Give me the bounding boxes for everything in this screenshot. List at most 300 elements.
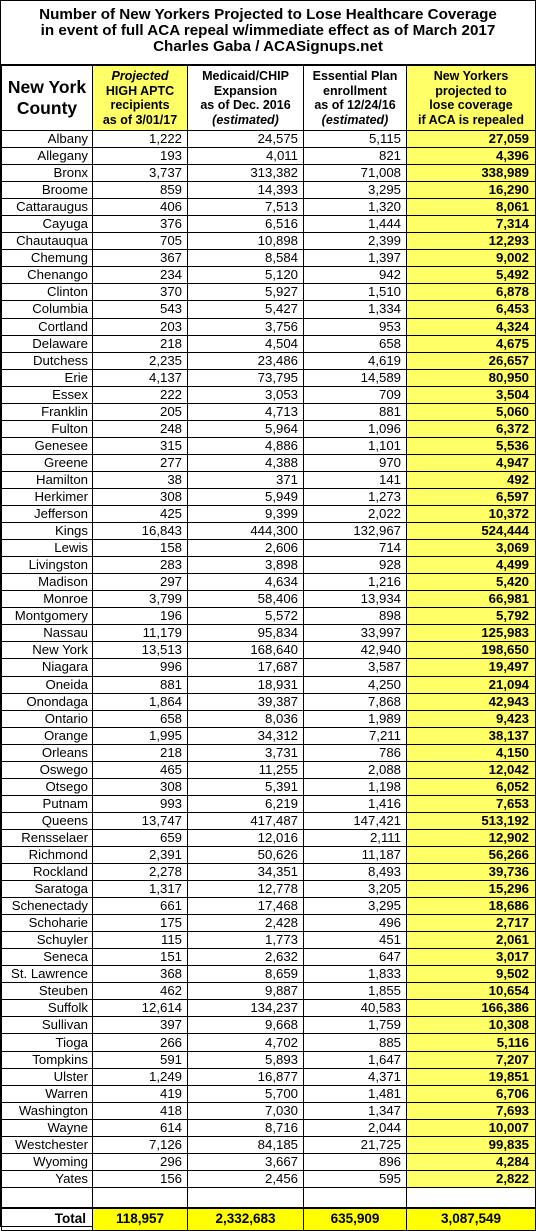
- essential-plan-cell: 896: [304, 1153, 407, 1170]
- lose-coverage-cell: 10,372: [407, 506, 536, 523]
- county-cell: Jefferson: [2, 506, 93, 523]
- essential-plan-cell: 953: [304, 318, 407, 335]
- medicaid-cell: 5,391: [188, 778, 304, 795]
- county-cell: Columbia: [2, 301, 93, 318]
- lose-coverage-cell: 198,650: [407, 642, 536, 659]
- essential-plan-cell: 1,198: [304, 778, 407, 795]
- aptc-cell: 705: [93, 233, 188, 250]
- aptc-cell: 367: [93, 250, 188, 267]
- essential-plan-cell: 928: [304, 557, 407, 574]
- county-cell: Lewis: [2, 540, 93, 557]
- spacer-row: [2, 1187, 536, 1208]
- county-cell: Ulster: [2, 1068, 93, 1085]
- county-cell: Schuyler: [2, 932, 93, 949]
- medicaid-cell: 5,964: [188, 420, 304, 437]
- essential-plan-cell: 13,934: [304, 591, 407, 608]
- county-cell: Broome: [2, 182, 93, 199]
- essential-plan-cell: 1,273: [304, 488, 407, 505]
- table-row: [2, 676, 536, 693]
- aptc-cell: 859: [93, 182, 188, 199]
- aptc-cell: 659: [93, 829, 188, 846]
- county-cell: Suffolk: [2, 1000, 93, 1017]
- lose-coverage-cell: 6,052: [407, 778, 536, 795]
- aptc-cell: 266: [93, 1034, 188, 1051]
- county-cell: Cattaraugus: [2, 199, 93, 216]
- lose-coverage-cell: 6,706: [407, 1085, 536, 1102]
- county-cell: Madison: [2, 574, 93, 591]
- essential-plan-cell: 3,295: [304, 898, 407, 915]
- essential-plan-cell: 1,481: [304, 1085, 407, 1102]
- lose-coverage-cell: 16,290: [407, 182, 536, 199]
- essential-plan-cell: 11,187: [304, 846, 407, 863]
- lose-coverage-cell: 99,835: [407, 1136, 536, 1153]
- lose-coverage-cell: 7,653: [407, 795, 536, 812]
- lose-coverage-cell: 10,308: [407, 1017, 536, 1034]
- county-cell: Niagara: [2, 659, 93, 676]
- lose-coverage-cell: 21,094: [407, 676, 536, 693]
- medicaid-cell: 1,773: [188, 932, 304, 949]
- essential-plan-cell: 1,647: [304, 1051, 407, 1068]
- medicaid-cell: 4,504: [188, 335, 304, 352]
- essential-plan-cell: 2,111: [304, 829, 407, 846]
- lose-coverage-cell: 4,499: [407, 557, 536, 574]
- aptc-cell: 277: [93, 454, 188, 471]
- table-body: [2, 131, 536, 1188]
- aptc-cell: 234: [93, 267, 188, 284]
- aptc-cell: 543: [93, 301, 188, 318]
- header-medicaid: Medicaid/CHIP Expansion as of Dec. 2016 (estimated): [188, 66, 304, 131]
- lose-coverage-cell: 5,060: [407, 403, 536, 420]
- table-row: [2, 966, 536, 983]
- aptc-cell: 38: [93, 471, 188, 488]
- medicaid-cell: 12,778: [188, 881, 304, 898]
- lose-coverage-cell: 6,372: [407, 420, 536, 437]
- essential-plan-cell: 709: [304, 386, 407, 403]
- lose-coverage-cell: 4,396: [407, 148, 536, 165]
- medicaid-cell: 8,584: [188, 250, 304, 267]
- medicaid-cell: 3,756: [188, 318, 304, 335]
- county-cell: Warren: [2, 1085, 93, 1102]
- essential-plan-cell: 8,493: [304, 864, 407, 881]
- lose-coverage-cell: 12,902: [407, 829, 536, 846]
- table-row: [2, 898, 536, 915]
- medicaid-cell: 371: [188, 471, 304, 488]
- county-cell: Nassau: [2, 625, 93, 642]
- lose-coverage-cell: 66,981: [407, 591, 536, 608]
- table-row: [2, 693, 536, 710]
- essential-plan-cell: 2,022: [304, 506, 407, 523]
- county-cell: Bronx: [2, 165, 93, 182]
- medicaid-cell: 5,427: [188, 301, 304, 318]
- lose-coverage-cell: 6,597: [407, 488, 536, 505]
- county-cell: Allegany: [2, 148, 93, 165]
- aptc-cell: 308: [93, 488, 188, 505]
- table-row: [2, 420, 536, 437]
- aptc-cell: 7,126: [93, 1136, 188, 1153]
- essential-plan-cell: 2,399: [304, 233, 407, 250]
- table-row: [2, 659, 536, 676]
- total-lose-coverage: 3,087,549: [407, 1208, 536, 1231]
- medicaid-cell: 17,687: [188, 659, 304, 676]
- essential-plan-cell: 3,205: [304, 881, 407, 898]
- table-row: [2, 915, 536, 932]
- essential-plan-cell: 4,371: [304, 1068, 407, 1085]
- table-row: [2, 506, 536, 523]
- medicaid-cell: 2,632: [188, 949, 304, 966]
- county-cell: Tompkins: [2, 1051, 93, 1068]
- aptc-cell: 614: [93, 1119, 188, 1136]
- header-county: New York County: [2, 66, 93, 131]
- aptc-cell: 1,249: [93, 1068, 188, 1085]
- medicaid-cell: 7,513: [188, 199, 304, 216]
- aptc-cell: 175: [93, 915, 188, 932]
- essential-plan-cell: 1,320: [304, 199, 407, 216]
- lose-coverage-cell: 9,502: [407, 966, 536, 983]
- essential-plan-cell: 5,115: [304, 131, 407, 148]
- medicaid-cell: 7,030: [188, 1102, 304, 1119]
- aptc-cell: 2,235: [93, 352, 188, 369]
- header-aptc: Projected HIGH APTC recipients as of 3/01/17: [93, 66, 188, 131]
- aptc-cell: 308: [93, 778, 188, 795]
- aptc-cell: 658: [93, 710, 188, 727]
- table-row: [2, 949, 536, 966]
- table-row: [2, 1153, 536, 1170]
- essential-plan-cell: 2,088: [304, 761, 407, 778]
- table-row: [2, 881, 536, 898]
- county-cell: Queens: [2, 812, 93, 829]
- medicaid-cell: 24,575: [188, 131, 304, 148]
- medicaid-cell: 23,486: [188, 352, 304, 369]
- essential-plan-cell: 71,008: [304, 165, 407, 182]
- table-row: [2, 301, 536, 318]
- table-row: [2, 1119, 536, 1136]
- medicaid-cell: 50,626: [188, 846, 304, 863]
- essential-plan-cell: 881: [304, 403, 407, 420]
- table-row: [2, 1085, 536, 1102]
- county-cell: Putnam: [2, 795, 93, 812]
- county-cell: Rockland: [2, 864, 93, 881]
- county-cell: Yates: [2, 1170, 93, 1187]
- lose-coverage-cell: 338,989: [407, 165, 536, 182]
- table-row: [2, 369, 536, 386]
- aptc-cell: 419: [93, 1085, 188, 1102]
- essential-plan-cell: 21,725: [304, 1136, 407, 1153]
- lose-coverage-cell: 56,266: [407, 846, 536, 863]
- lose-coverage-cell: 38,137: [407, 727, 536, 744]
- medicaid-cell: 2,428: [188, 915, 304, 932]
- county-table: [1, 65, 536, 1231]
- medicaid-cell: 4,702: [188, 1034, 304, 1051]
- medicaid-cell: 84,185: [188, 1136, 304, 1153]
- county-cell: Westchester: [2, 1136, 93, 1153]
- lose-coverage-cell: 12,042: [407, 761, 536, 778]
- table-row: [2, 761, 536, 778]
- essential-plan-cell: 3,295: [304, 182, 407, 199]
- aptc-cell: 376: [93, 216, 188, 233]
- lose-coverage-cell: 39,736: [407, 864, 536, 881]
- lose-coverage-cell: 3,017: [407, 949, 536, 966]
- lose-coverage-cell: 125,983: [407, 625, 536, 642]
- aptc-cell: 248: [93, 420, 188, 437]
- table-row: [2, 284, 536, 301]
- medicaid-cell: 12,016: [188, 829, 304, 846]
- aptc-cell: 12,614: [93, 1000, 188, 1017]
- medicaid-cell: 9,399: [188, 506, 304, 523]
- essential-plan-cell: 2,044: [304, 1119, 407, 1136]
- table-row: [2, 335, 536, 352]
- medicaid-cell: 3,667: [188, 1153, 304, 1170]
- medicaid-cell: 9,887: [188, 983, 304, 1000]
- county-cell: Albany: [2, 131, 93, 148]
- total-aptc: 118,957: [93, 1208, 188, 1231]
- medicaid-cell: 16,877: [188, 1068, 304, 1085]
- medicaid-cell: 444,300: [188, 523, 304, 540]
- lose-coverage-cell: 19,851: [407, 1068, 536, 1085]
- header-essential-plan: Essential Plan enrollment as of 12/24/16 (estimated): [304, 66, 407, 131]
- table-row: [2, 795, 536, 812]
- lose-coverage-cell: 15,296: [407, 881, 536, 898]
- essential-plan-cell: 1,216: [304, 574, 407, 591]
- essential-plan-cell: 1,101: [304, 437, 407, 454]
- lose-coverage-cell: 9,002: [407, 250, 536, 267]
- medicaid-cell: 39,387: [188, 693, 304, 710]
- lose-coverage-cell: 4,324: [407, 318, 536, 335]
- aptc-cell: 1,995: [93, 727, 188, 744]
- county-cell: Schoharie: [2, 915, 93, 932]
- aptc-cell: 222: [93, 386, 188, 403]
- aptc-cell: 1,317: [93, 881, 188, 898]
- medicaid-cell: 73,795: [188, 369, 304, 386]
- table-row: [2, 608, 536, 625]
- medicaid-cell: 9,668: [188, 1017, 304, 1034]
- lose-coverage-cell: 12,293: [407, 233, 536, 250]
- county-cell: Erie: [2, 369, 93, 386]
- county-cell: Hamilton: [2, 471, 93, 488]
- essential-plan-cell: 42,940: [304, 642, 407, 659]
- medicaid-cell: 95,834: [188, 625, 304, 642]
- county-cell: Wayne: [2, 1119, 93, 1136]
- medicaid-cell: 3,053: [188, 386, 304, 403]
- table-row: [2, 540, 536, 557]
- aptc-cell: 591: [93, 1051, 188, 1068]
- aptc-cell: 1,222: [93, 131, 188, 148]
- lose-coverage-cell: 10,007: [407, 1119, 536, 1136]
- medicaid-cell: 8,659: [188, 966, 304, 983]
- medicaid-cell: 5,927: [188, 284, 304, 301]
- aptc-cell: 881: [93, 676, 188, 693]
- aptc-cell: 13,747: [93, 812, 188, 829]
- table-row: [2, 778, 536, 795]
- county-cell: Orleans: [2, 744, 93, 761]
- table-row: [2, 131, 536, 148]
- aptc-cell: 2,278: [93, 864, 188, 881]
- total-label: Total: [2, 1208, 93, 1231]
- lose-coverage-cell: 4,947: [407, 454, 536, 471]
- aptc-cell: 196: [93, 608, 188, 625]
- table-row: [2, 454, 536, 471]
- medicaid-cell: 4,388: [188, 454, 304, 471]
- lose-coverage-cell: 2,717: [407, 915, 536, 932]
- aptc-cell: 315: [93, 437, 188, 454]
- essential-plan-cell: 496: [304, 915, 407, 932]
- total-medicaid: 2,332,683: [188, 1208, 304, 1231]
- essential-plan-cell: 1,416: [304, 795, 407, 812]
- table-row: [2, 812, 536, 829]
- lose-coverage-cell: 7,207: [407, 1051, 536, 1068]
- table-row: [2, 148, 536, 165]
- essential-plan-cell: 4,619: [304, 352, 407, 369]
- essential-plan-cell: 658: [304, 335, 407, 352]
- county-cell: Franklin: [2, 403, 93, 420]
- table-row: [2, 250, 536, 267]
- medicaid-cell: 14,393: [188, 182, 304, 199]
- county-cell: New York: [2, 642, 93, 659]
- county-cell: St. Lawrence: [2, 966, 93, 983]
- lose-coverage-cell: 2,822: [407, 1170, 536, 1187]
- aptc-cell: 218: [93, 335, 188, 352]
- essential-plan-cell: 141: [304, 471, 407, 488]
- table-row: [2, 386, 536, 403]
- medicaid-cell: 2,456: [188, 1170, 304, 1187]
- county-cell: Cortland: [2, 318, 93, 335]
- table-row: [2, 199, 536, 216]
- aptc-cell: 397: [93, 1017, 188, 1034]
- county-cell: Greene: [2, 454, 93, 471]
- lose-coverage-cell: 4,150: [407, 744, 536, 761]
- lose-coverage-cell: 2,061: [407, 932, 536, 949]
- essential-plan-cell: 647: [304, 949, 407, 966]
- total-row: [2, 1208, 536, 1231]
- medicaid-cell: 58,406: [188, 591, 304, 608]
- medicaid-cell: 18,931: [188, 676, 304, 693]
- aptc-cell: 115: [93, 932, 188, 949]
- aptc-cell: 661: [93, 898, 188, 915]
- aptc-cell: 418: [93, 1102, 188, 1119]
- aptc-cell: 13,513: [93, 642, 188, 659]
- county-cell: Wyoming: [2, 1153, 93, 1170]
- essential-plan-cell: 1,397: [304, 250, 407, 267]
- county-cell: Orange: [2, 727, 93, 744]
- table-row: [2, 165, 536, 182]
- medicaid-cell: 3,731: [188, 744, 304, 761]
- medicaid-cell: 4,011: [188, 148, 304, 165]
- essential-plan-cell: 821: [304, 148, 407, 165]
- essential-plan-cell: 132,967: [304, 523, 407, 540]
- lose-coverage-cell: 8,061: [407, 199, 536, 216]
- essential-plan-cell: 786: [304, 744, 407, 761]
- medicaid-cell: 5,949: [188, 488, 304, 505]
- aptc-cell: 3,737: [93, 165, 188, 182]
- county-cell: Livingston: [2, 557, 93, 574]
- medicaid-cell: 6,516: [188, 216, 304, 233]
- essential-plan-cell: 1,855: [304, 983, 407, 1000]
- aptc-cell: 465: [93, 761, 188, 778]
- essential-plan-cell: 4,250: [304, 676, 407, 693]
- aptc-cell: 193: [93, 148, 188, 165]
- county-cell: Monroe: [2, 591, 93, 608]
- lose-coverage-cell: 26,657: [407, 352, 536, 369]
- table-row: [2, 523, 536, 540]
- lose-coverage-cell: 5,420: [407, 574, 536, 591]
- table-row: [2, 727, 536, 744]
- header-row: [2, 66, 536, 131]
- essential-plan-cell: 1,759: [304, 1017, 407, 1034]
- aptc-cell: 368: [93, 966, 188, 983]
- essential-plan-cell: 1,444: [304, 216, 407, 233]
- county-cell: Essex: [2, 386, 93, 403]
- table-row: [2, 557, 536, 574]
- county-cell: Sullivan: [2, 1017, 93, 1034]
- table-row: [2, 471, 536, 488]
- county-cell: Delaware: [2, 335, 93, 352]
- aptc-cell: 406: [93, 199, 188, 216]
- lose-coverage-cell: 5,536: [407, 437, 536, 454]
- county-cell: Ontario: [2, 710, 93, 727]
- lose-coverage-cell: 7,693: [407, 1102, 536, 1119]
- essential-plan-cell: 714: [304, 540, 407, 557]
- aptc-cell: 297: [93, 574, 188, 591]
- lose-coverage-cell: 19,497: [407, 659, 536, 676]
- lose-coverage-cell: 7,314: [407, 216, 536, 233]
- county-cell: Schenectady: [2, 898, 93, 915]
- county-cell: Seneca: [2, 949, 93, 966]
- sheet-title: [1, 1, 535, 65]
- essential-plan-cell: 451: [304, 932, 407, 949]
- essential-plan-cell: 1,510: [304, 284, 407, 301]
- aptc-cell: 993: [93, 795, 188, 812]
- lose-coverage-cell: 5,492: [407, 267, 536, 284]
- essential-plan-cell: 147,421: [304, 812, 407, 829]
- essential-plan-cell: 40,583: [304, 1000, 407, 1017]
- title-line-2: in event of full ACA repeal w/immediate effect as of March 2017: [40, 21, 496, 39]
- medicaid-cell: 3,898: [188, 557, 304, 574]
- table-row: [2, 625, 536, 642]
- table-row: [2, 574, 536, 591]
- table-row: [2, 182, 536, 199]
- medicaid-cell: 4,713: [188, 403, 304, 420]
- aptc-cell: 1,864: [93, 693, 188, 710]
- medicaid-cell: 5,572: [188, 608, 304, 625]
- medicaid-cell: 2,606: [188, 540, 304, 557]
- table-row: [2, 1017, 536, 1034]
- county-cell: Genesee: [2, 437, 93, 454]
- aptc-cell: 462: [93, 983, 188, 1000]
- table-row: [2, 846, 536, 863]
- county-cell: Cayuga: [2, 216, 93, 233]
- county-cell: Herkimer: [2, 488, 93, 505]
- essential-plan-cell: 970: [304, 454, 407, 471]
- medicaid-cell: 8,716: [188, 1119, 304, 1136]
- aptc-cell: 151: [93, 949, 188, 966]
- table-row: [2, 1170, 536, 1187]
- title-line-3: Charles Gaba / ACASignups.net: [153, 37, 383, 55]
- table-row: [2, 591, 536, 608]
- county-cell: Washington: [2, 1102, 93, 1119]
- medicaid-cell: 313,382: [188, 165, 304, 182]
- lose-coverage-cell: 3,069: [407, 540, 536, 557]
- table-row: [2, 216, 536, 233]
- county-cell: Saratoga: [2, 881, 93, 898]
- lose-coverage-cell: 166,386: [407, 1000, 536, 1017]
- table-row: [2, 1102, 536, 1119]
- aptc-cell: 3,799: [93, 591, 188, 608]
- medicaid-cell: 134,237: [188, 1000, 304, 1017]
- header-lose-coverage: New Yorkers projected to lose coverage if ACA is repealed: [407, 66, 536, 131]
- lose-coverage-cell: 4,675: [407, 335, 536, 352]
- aptc-cell: 283: [93, 557, 188, 574]
- table-row: [2, 488, 536, 505]
- table-row: [2, 1136, 536, 1153]
